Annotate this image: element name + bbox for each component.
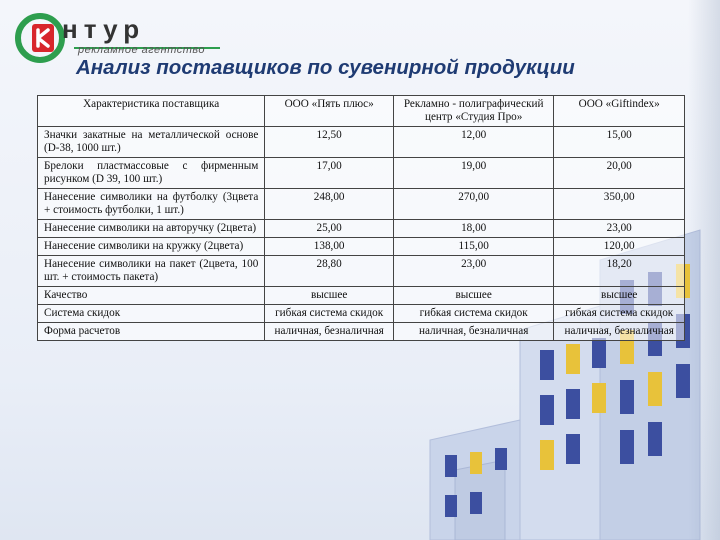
table-row [38,158,685,189]
row-feature: Нанесение символики на футболку (3цвета + стоимость футболки, 1 шт.) [38,189,265,220]
cell-value: гибкая система скидок [554,305,685,323]
logo-subtitle: рекламное агентство [78,44,206,56]
row-feature: Форма расчетов [38,323,265,341]
row-feature: Система скидок [38,305,265,323]
table-row [38,287,685,305]
cell-value: наличная, безналичная [265,323,394,341]
cell-value: 19,00 [393,158,553,189]
table-row [38,323,685,341]
cell-value: высшее [393,287,553,305]
row-feature: Нанесение символики на авторучку (2цвета) [38,220,265,238]
cell-value: 138,00 [265,238,394,256]
table-row [38,238,685,256]
table-row [38,220,685,238]
cell-value: гибкая система скидок [393,305,553,323]
cell-value: 248,00 [265,189,394,220]
cell-value: наличная, безналичная [554,323,685,341]
cell-value: 18,00 [393,220,553,238]
right-edge-shadow [688,0,720,540]
cell-value: 15,00 [554,127,685,158]
header-giftindex: ООО «Giftindex» [554,96,685,127]
cell-value: 23,00 [554,220,685,238]
header-characteristic: Характеристика поставщика [38,96,265,127]
row-feature: Нанесение символики на кружку (2цвета) [38,238,265,256]
table-row [38,305,685,323]
supplier-comparison-table [37,95,685,341]
header-pyat-plyus: ООО «Пять плюс» [265,96,394,127]
cell-value: 17,00 [265,158,394,189]
cell-value: 20,00 [554,158,685,189]
row-feature: Качество [38,287,265,305]
cell-value: 18,20 [554,256,685,287]
cell-value: 115,00 [393,238,553,256]
page-title: Анализ поставщиков по сувенирной продукции [76,56,575,79]
row-feature: Нанесение символики на пакет (2цвета, 100 шт. + стоимость пакета) [38,256,265,287]
table-row [38,256,685,287]
cell-value: 12,00 [393,127,553,158]
header-studio-pro: Рекламно - полиграфический центр «Студия Про» [393,96,553,127]
cell-value: высшее [265,287,394,305]
logo-brand-text: нтур [62,14,146,44]
cell-value: 23,00 [393,256,553,287]
table-header-row [38,96,685,127]
table-row [38,127,685,158]
cell-value: высшее [554,287,685,305]
cell-value: 270,00 [393,189,553,220]
table-row [38,189,685,220]
cell-value: 12,50 [265,127,394,158]
cell-value: гибкая система скидок [265,305,394,323]
row-feature: Брелоки пластмассовые с фирменным рисунком (D 39, 100 шт.) [38,158,265,189]
row-feature: Значки закатные на металлической основе (D-38, 1000 шт.) [38,127,265,158]
cell-value: наличная, безналичная [393,323,553,341]
cell-value: 350,00 [554,189,685,220]
cell-value: 120,00 [554,238,685,256]
cell-value: 25,00 [265,220,394,238]
cell-value: 28,80 [265,256,394,287]
